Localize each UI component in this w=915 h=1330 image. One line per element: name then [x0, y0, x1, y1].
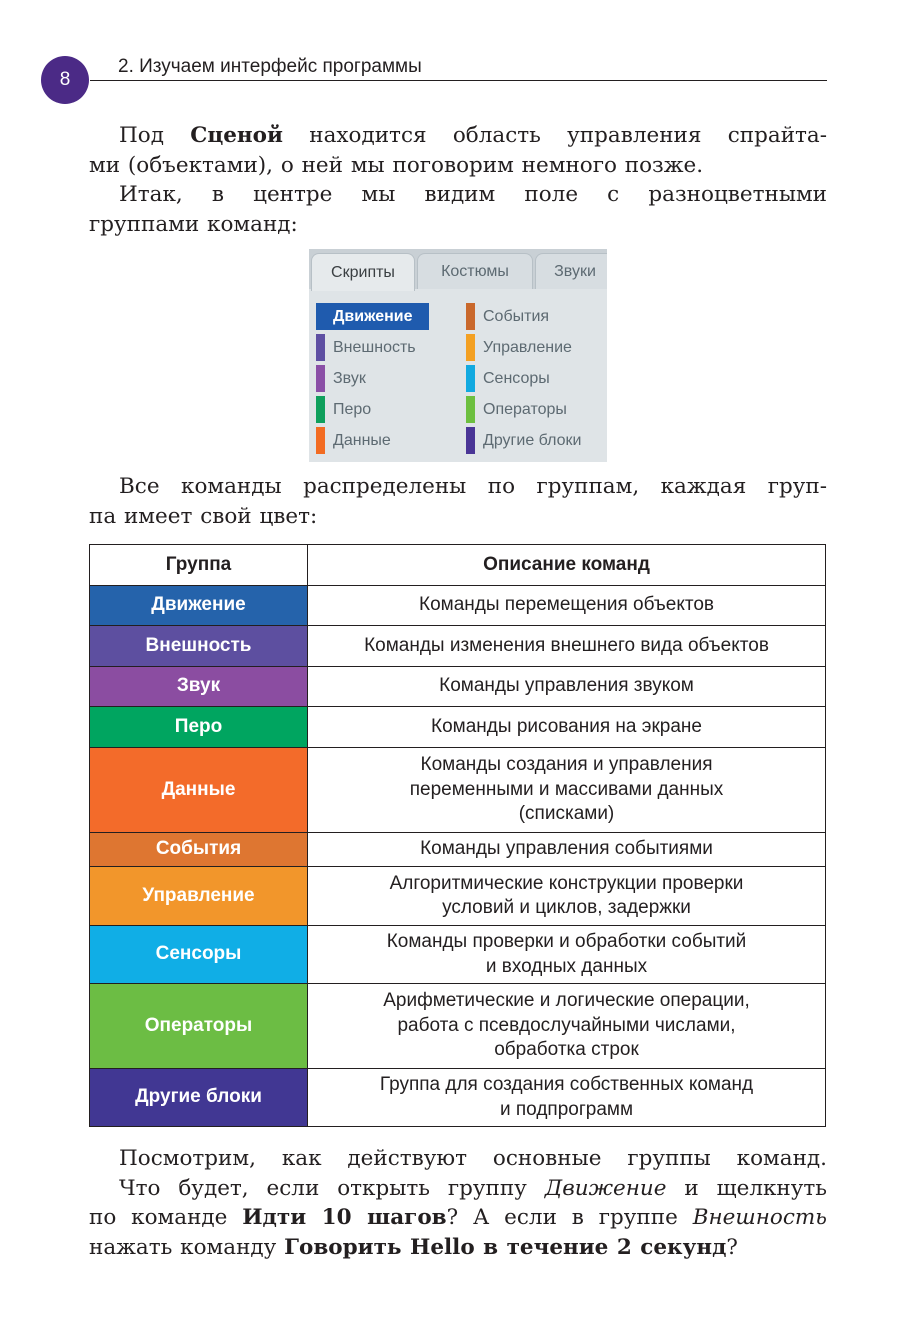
category-label: Перо	[333, 400, 372, 418]
group-name-cell: Данные	[90, 748, 308, 833]
table-row	[90, 1069, 826, 1127]
header-group: Группа	[90, 545, 308, 586]
description-line: Группа для создания собственных команд	[379, 1074, 754, 1095]
palette-category-left-3[interactable]	[316, 396, 429, 423]
group-name-cell: События	[90, 833, 308, 867]
description-line: Команды рисования на экране	[431, 715, 702, 737]
outro-paragraph: Посмотрим, как действуют основные группы команд. Что будет, если открыть группу Движение и щелкнуть по команде Идти 10 шагов? А если в группе Внешность нажать команду Говорить Hello в течение 2 секунд?	[89, 1146, 827, 1260]
category-color-swatch	[466, 334, 475, 361]
palette-tabs	[309, 249, 607, 289]
page-number-badge: 8	[41, 56, 89, 104]
palette-category-left-0[interactable]	[316, 303, 429, 330]
category-color-swatch	[316, 396, 325, 423]
tab-costumes[interactable]: Костюмы	[417, 253, 533, 289]
description-line: Команды создания и управления	[420, 754, 713, 776]
category-color-swatch	[316, 427, 325, 454]
group-description-cell	[308, 748, 826, 833]
table-row	[90, 926, 826, 984]
header-rule	[90, 80, 827, 81]
description-line: работа с псевдослучайными числами,	[397, 1014, 736, 1036]
category-color-swatch	[466, 396, 475, 423]
description-line: Команды проверки и обработки событий	[386, 931, 747, 952]
category-label: Управление	[483, 338, 572, 356]
description-line: Команды управления звуком	[439, 675, 694, 697]
intro-paragraph-2: Итак, в центре мы видим поле с разноцветными группами команд:	[89, 182, 827, 237]
description-line: переменными и массивами данных	[409, 778, 724, 800]
scene-term: Сценой	[190, 123, 283, 148]
category-color-swatch	[316, 334, 325, 361]
category-label: Сенсоры	[483, 369, 550, 387]
group-name-cell: Внешность	[90, 626, 308, 667]
scratch-block-palette-screenshot	[309, 249, 607, 462]
table-row	[90, 707, 826, 748]
palette-category-right-2[interactable]	[466, 365, 606, 392]
chapter-title: 2. Изучаем интерфейс программы	[118, 56, 422, 77]
table-row	[90, 586, 826, 626]
group-description-cell	[308, 867, 826, 926]
category-label: Данные	[333, 431, 391, 449]
table-row	[90, 667, 826, 707]
description-line: (списками)	[518, 803, 615, 825]
group-description-cell	[308, 707, 826, 748]
group-description-cell	[308, 667, 826, 707]
table-row	[90, 748, 826, 833]
description-line: и подпрограмм	[499, 1098, 634, 1120]
category-label: События	[483, 307, 550, 325]
category-color-swatch	[466, 365, 475, 392]
palette-category-left-1[interactable]	[316, 334, 429, 361]
description-line: обработка строк	[494, 1039, 639, 1061]
group-description-cell	[308, 1069, 826, 1127]
palette-category-left-2[interactable]	[316, 365, 429, 392]
table-header-row	[90, 545, 826, 586]
table-row	[90, 833, 826, 867]
intro-paragraph-1: Под Сценой находится область управления спрайта- ми (объектами), о ней мы поговорим немного позже.	[89, 123, 827, 178]
category-label: Внешность	[333, 338, 416, 356]
table-row	[90, 626, 826, 667]
header-description: Описание команд	[308, 545, 826, 586]
category-label: Движение	[333, 307, 413, 325]
group-name-cell: Управление	[90, 867, 308, 926]
tab-sounds[interactable]: Звуки	[535, 253, 607, 289]
category-color-swatch	[316, 365, 325, 392]
group-name-cell: Перо	[90, 707, 308, 748]
group-description-cell	[308, 626, 826, 667]
group-name-cell: Операторы	[90, 984, 308, 1069]
category-label: Другие блоки	[483, 431, 582, 449]
group-description-cell	[308, 833, 826, 867]
group-description-cell	[308, 984, 826, 1069]
category-label: Звук	[333, 369, 366, 387]
description-line: Команды изменения внешнего вида объектов	[364, 634, 769, 656]
group-name-cell: Звук	[90, 667, 308, 707]
category-color-swatch	[466, 303, 475, 330]
palette-category-right-4[interactable]	[466, 427, 606, 454]
category-color-swatch	[466, 427, 475, 454]
description-line: Команды перемещения объектов	[419, 594, 714, 616]
description-line: и входных данных	[485, 955, 648, 977]
description-line: Команды управления событиями	[420, 838, 713, 860]
palette-category-right-3[interactable]	[466, 396, 606, 423]
table-row	[90, 984, 826, 1069]
category-color-swatch	[316, 303, 325, 330]
palette-category-right-0[interactable]	[466, 303, 606, 330]
description-line: условий и циклов, задержки	[442, 897, 691, 918]
description-line: Алгоритмические конструкции проверки	[389, 872, 744, 894]
palette-category-left-4[interactable]	[316, 427, 429, 454]
group-description-cell	[308, 926, 826, 984]
group-name-cell: Движение	[90, 586, 308, 626]
category-label: Операторы	[483, 400, 567, 418]
group-name-cell: Сенсоры	[90, 926, 308, 984]
tab-scripts[interactable]: Скрипты	[311, 253, 415, 291]
command-groups-table	[89, 544, 826, 1127]
description-line: Арифметические и логические операции,	[383, 990, 750, 1012]
group-name-cell: Другие блоки	[90, 1069, 308, 1127]
group-description-cell	[308, 586, 826, 626]
table-row	[90, 867, 826, 926]
palette-category-right-1[interactable]	[466, 334, 606, 361]
groups-intro-paragraph: Все команды распределены по группам, каждая груп- па имеет свой цвет:	[89, 474, 827, 529]
